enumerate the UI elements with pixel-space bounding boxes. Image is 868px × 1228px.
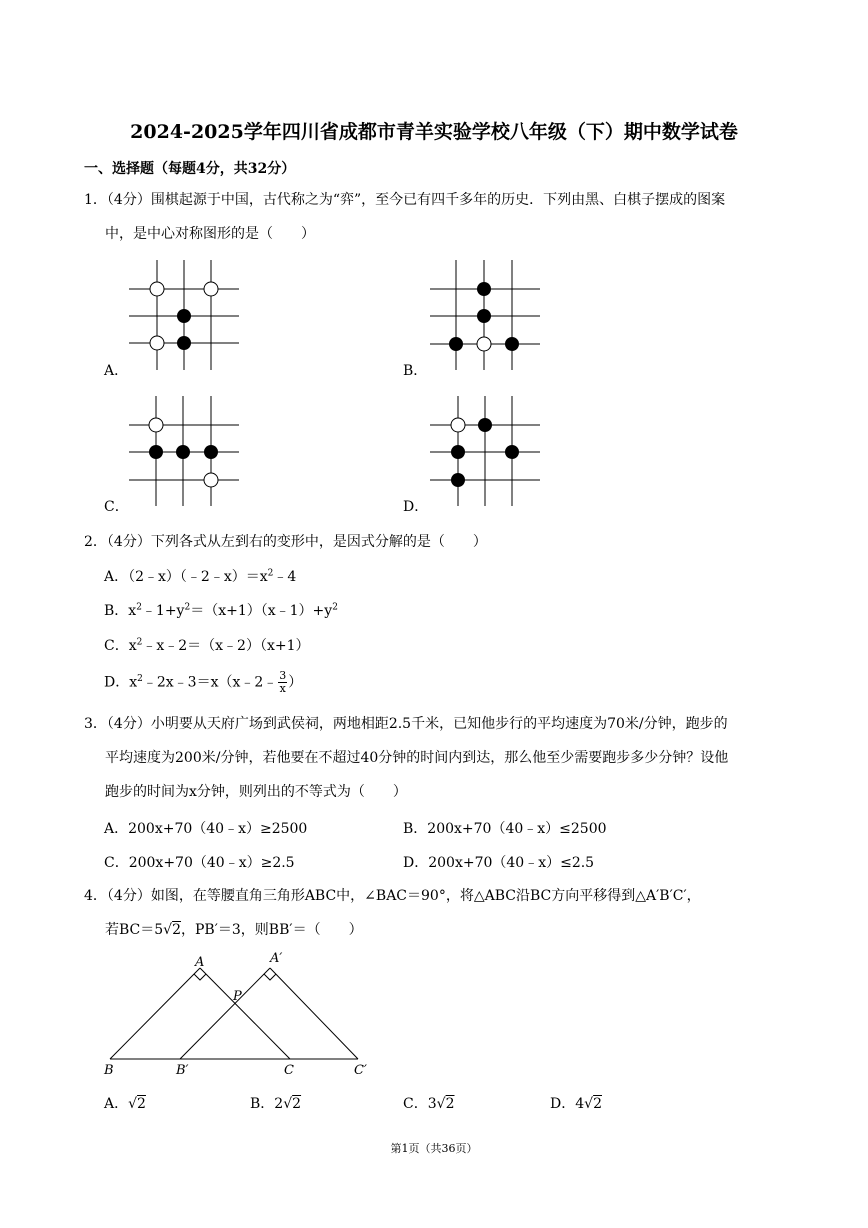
- q2-option-d: [104, 670, 302, 695]
- q3-option-b: B．200x+70（40﹣x）≤2500: [403, 821, 607, 837]
- q2-a-text: A．（2﹣x）（﹣2﹣x）＝x: [104, 569, 268, 585]
- go-diagram-d: [428, 396, 543, 511]
- q2-a-post: ﹣4: [273, 569, 297, 585]
- q4-line1: 4．（4分）如图，在等腰直角三角形ABC中，∠BAC＝90°，将△ABC沿BC方向平移得到△A′B′C′，: [84, 888, 701, 904]
- q3-line3: 跑步的时间为x分钟，则列出的不等式为（ ）: [105, 784, 407, 800]
- go-diagram-a: [127, 260, 242, 375]
- q2-b-mid: ﹣1+y: [141, 603, 185, 619]
- q2-option-a: [104, 566, 296, 586]
- q3-option-d: D．200x+70（40﹣x）≤2.5: [403, 855, 595, 871]
- q2-d-fraction: [278, 670, 287, 695]
- q2-d-den: x: [279, 682, 286, 695]
- section-heading: 一、选择题（每题4分，共32分）: [84, 161, 296, 177]
- q2-c-exp: 2: [136, 637, 143, 648]
- q2-d-mid: ﹣2x﹣3＝x（x﹣2﹣: [142, 674, 278, 691]
- q2-b-text: B．x: [104, 603, 137, 619]
- q2-d-exp: 2: [137, 673, 143, 684]
- q1-option-b-label: B．: [403, 363, 428, 379]
- q2-d-text: D．x: [104, 674, 138, 691]
- label-a: A: [195, 955, 205, 970]
- q4-radicand: 2: [172, 922, 182, 938]
- q4-a-label: A．: [104, 1096, 129, 1112]
- page-title: 2024-2025学年四川省成都市青羊实验学校八年级（下）期中数学试卷: [130, 121, 738, 143]
- q4-c-radicand: 2: [445, 1096, 455, 1112]
- q2-b-exp1: 2: [136, 602, 142, 613]
- label-c: C: [284, 1063, 294, 1078]
- q4-a-radicand: 2: [137, 1096, 146, 1112]
- q4-d-coef: 4: [575, 1096, 585, 1112]
- q4-line2: 若BC＝5√2，PB′＝3，则BB′＝（ ）: [105, 922, 363, 938]
- q4-b-radicand: 2: [292, 1096, 302, 1112]
- q2-c-post: ﹣x﹣2＝（x﹣2）（x+1）: [142, 638, 310, 654]
- page-footer: 第1页（共36页）: [390, 1142, 478, 1155]
- q3-line2: 平均速度为200米/分钟，若他要在不超过40分钟的时间内到达，那么他至少需要跑步多少分钟？设他: [105, 750, 729, 766]
- q1-option-a-label: A．: [104, 363, 129, 379]
- triangle-translation-figure: [100, 948, 390, 1083]
- q1-option-d-label: D．: [403, 499, 429, 515]
- q4-option-c: C．3√2: [403, 1096, 455, 1112]
- q4-b-label: B．: [250, 1096, 275, 1112]
- q4-c-label: C．: [403, 1096, 428, 1112]
- label-p: P: [233, 989, 242, 1004]
- q4-d-label: D．: [550, 1096, 576, 1112]
- q4-option-d: D．4√2: [550, 1096, 602, 1112]
- go-diagram-b: [428, 260, 543, 375]
- q2-b-exp2: 2: [184, 602, 191, 613]
- q2-option-c: [104, 635, 309, 655]
- q1-line2: 中，是中心对称图形的是（ ）: [105, 226, 315, 242]
- q2-d-num: 3: [279, 669, 287, 682]
- q2-c-text: C．x: [104, 638, 137, 654]
- label-c-prime: C′: [354, 1063, 367, 1078]
- q2-stem: 2．（4分）下列各式从左到右的变形中，是因式分解的是（ ）: [84, 534, 487, 550]
- q2-b-exp3: 2: [332, 602, 338, 613]
- q4-line2-post: ，PB′＝3，则BB′＝（ ）: [181, 922, 363, 938]
- q4-option-b: B．2√2: [250, 1096, 302, 1112]
- label-b: B: [104, 1063, 114, 1078]
- q4-c-coef: 3: [427, 1096, 437, 1112]
- q3-option-c: C．200x+70（40﹣x）≥2.5: [104, 855, 295, 871]
- q2-d-post: ）: [288, 674, 303, 691]
- q4-line2-pre: 若BC＝5: [105, 922, 164, 938]
- q2-option-b: [104, 600, 338, 620]
- q3-option-a: A．200x+70（40﹣x）≥2500: [104, 821, 308, 837]
- q2-b-mid2: ＝（x+1）（x﹣1）+y: [190, 603, 333, 619]
- q4-b-coef: 2: [274, 1096, 284, 1112]
- q2-a-exp: 2: [267, 568, 274, 579]
- q4-d-radicand: 2: [593, 1096, 602, 1112]
- q3-line1: 3．（4分）小明要从天府广场到武侯祠，两地相距2.5千米，已知他步行的平均速度为70米/分钟，跑步的: [84, 716, 728, 732]
- go-diagram-c: [127, 396, 242, 511]
- q1-line1: 1．（4分）围棋起源于中国，古代称之为“弈”，至今已有四千多年的历史．下列由黑、白棋子摆成的图案: [84, 192, 726, 208]
- q1-option-c-label: C．: [104, 499, 129, 515]
- q4-option-a: A．√2: [104, 1096, 146, 1112]
- label-a-prime: A′: [270, 951, 283, 966]
- label-b-prime: B′: [176, 1063, 189, 1078]
